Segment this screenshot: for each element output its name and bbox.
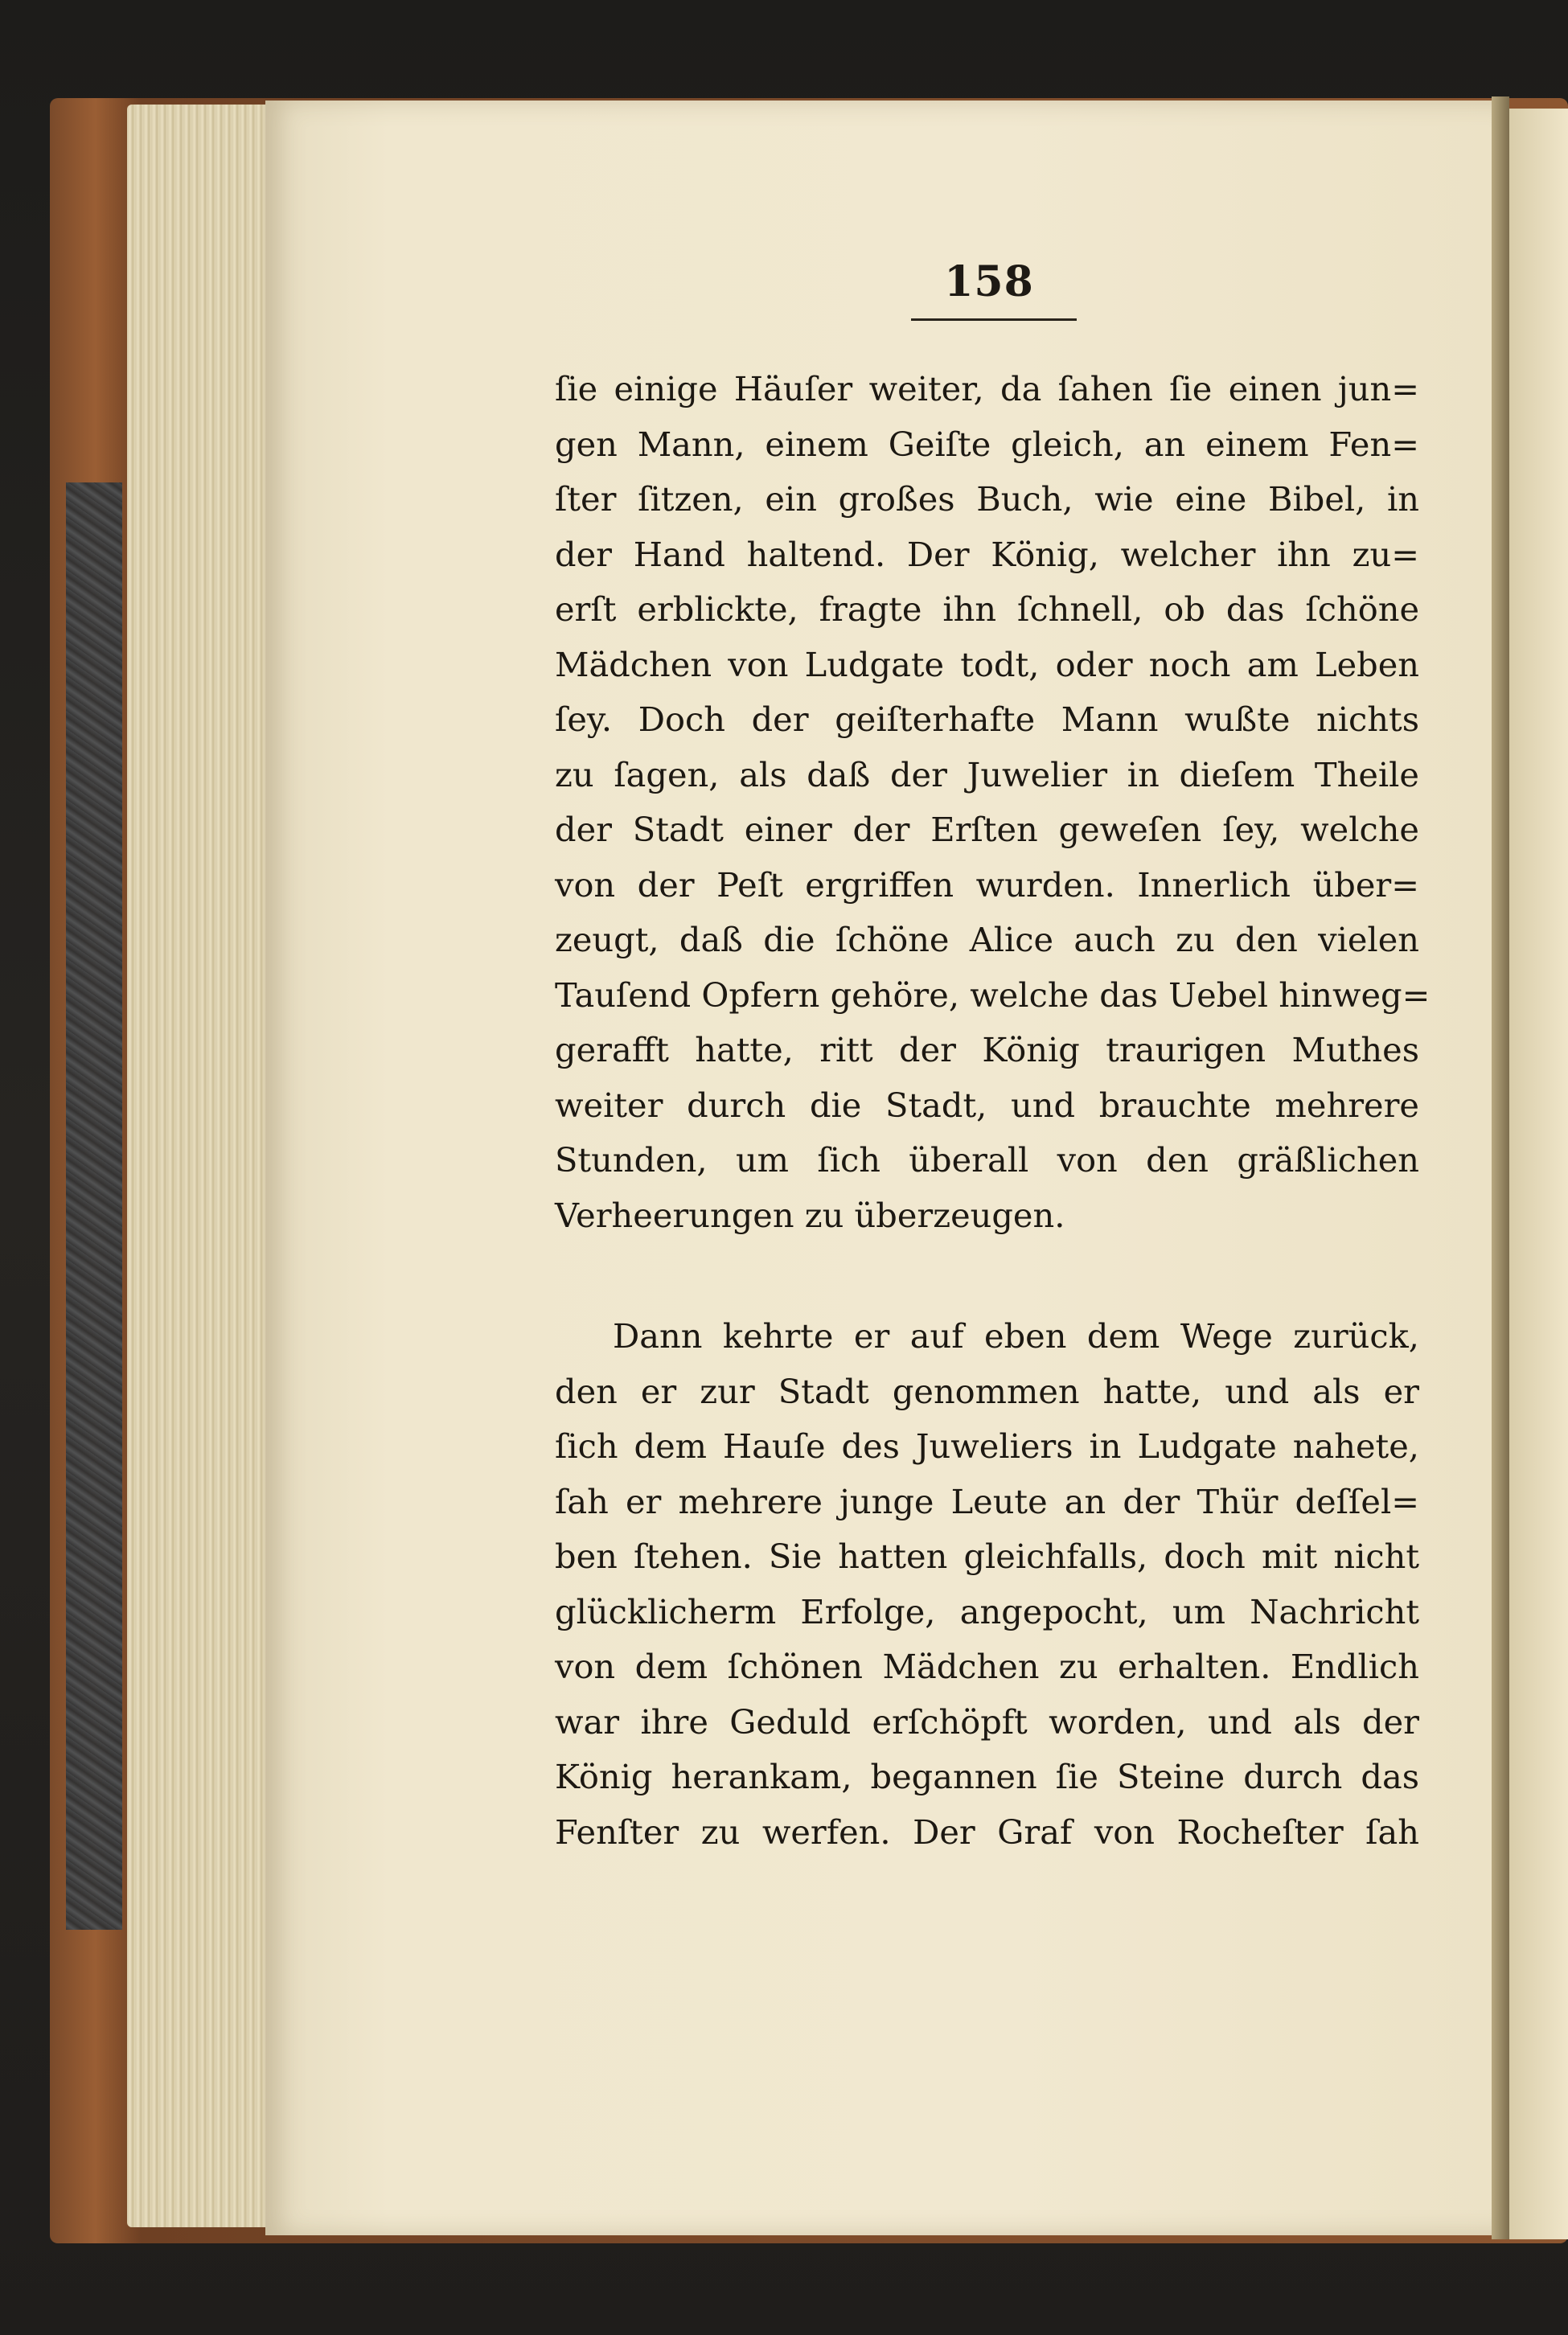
text-line: ben ſtehen. Sie hatten gleichfalls, doch mit nicht xyxy=(555,1537,1419,1576)
text-line: Fenſter zu werfen. Der Graf von Rocheſter ſah xyxy=(555,1812,1419,1852)
text-line: glücklicherm Erfolge, angepocht, um Nachricht xyxy=(555,1591,1419,1631)
text-line: Tauſend Opfern gehöre, welche das Uebel hinweg= xyxy=(555,975,1430,1015)
page-number: 158 xyxy=(944,257,1034,306)
text-line: ſter ſitzen, ein großes Buch, wie eine Bibel, in xyxy=(555,479,1419,519)
text-line: ſey. Doch der geiſterhafte Mann wußte nichts xyxy=(555,700,1419,739)
book-gutter xyxy=(1492,96,1509,2239)
paragraph xyxy=(555,1309,1419,1860)
text-line: Dann kehrte er auf eben dem Wege zurück, xyxy=(613,1316,1419,1356)
text-line: gerafft hatte, ritt der König traurigen Muthes xyxy=(555,1030,1419,1069)
text-line: zeugt, daß die ſchöne Alice auch zu den vielen xyxy=(555,920,1419,959)
text-line: ſah er mehrere junge Leute an der Thür deſſel= xyxy=(555,1481,1419,1521)
cover-marbling xyxy=(66,482,122,1930)
text-line: ſie einige Häuſer weiter, da ſahen ſie einen jun= xyxy=(555,369,1419,408)
page-number-rule xyxy=(911,318,1077,321)
text-line: war ihre Geduld erſchöpft worden, und als der xyxy=(555,1701,1419,1742)
text-line: von der Peſt ergriffen wurden. Innerlich über= xyxy=(555,864,1419,905)
body-text xyxy=(555,362,1430,1860)
paragraph xyxy=(555,362,1430,1243)
text-line: erſt erblickte, fragte ihn ſchnell, ob das ſchöne xyxy=(555,589,1419,629)
text-line: von dem ſchönen Mädchen zu erhalten. Endlich xyxy=(555,1647,1419,1686)
text-line: weiter durch die Stadt, und brauchte mehrere xyxy=(555,1085,1419,1125)
text-line: der Hand haltend. Der König, welcher ihn zu= xyxy=(555,534,1419,574)
text-line: der Stadt einer der Erſten geweſen ſey, welche xyxy=(555,810,1419,849)
text-line: Mädchen von Ludgate todt, oder noch am Leben xyxy=(555,644,1419,684)
text-line: den er zur Stadt genommen hatte, und als er xyxy=(555,1371,1419,1411)
paragraph-gap xyxy=(555,1243,1419,1309)
text-line: ſich dem Hauſe des Juweliers in Ludgate nahete, xyxy=(555,1426,1419,1466)
text-line: gen Mann, einem Geiſte gleich, an einem Fen= xyxy=(555,424,1419,464)
text-line: zu ſagen, als daß der Juwelier in dieſem Theile xyxy=(555,754,1419,794)
text-line: König herankam, begannen ſie Steine durch das xyxy=(555,1757,1419,1796)
text-line: Verheerungen zu überzeugen. xyxy=(555,1195,1065,1235)
text-line: Stunden, um ſich überall von den gräßlichen xyxy=(555,1140,1419,1180)
page-edges xyxy=(127,105,280,2227)
facing-page-edge xyxy=(1509,109,1568,2239)
